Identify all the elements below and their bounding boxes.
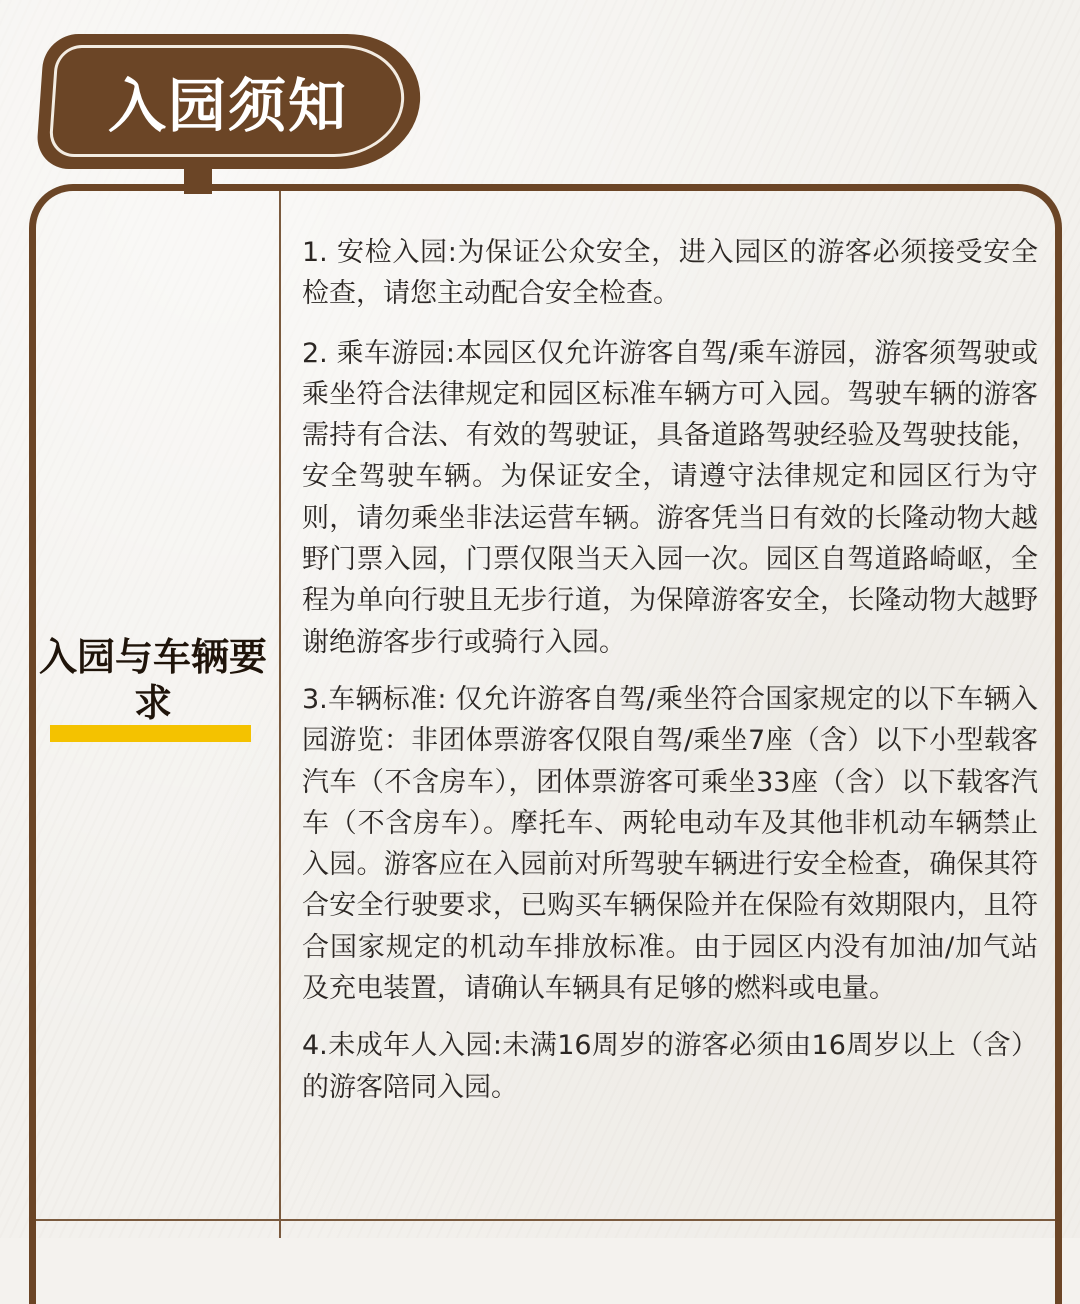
section-label: 入园与车辆要求 xyxy=(38,635,267,725)
label-highlight-bar xyxy=(50,725,251,742)
table-column-divider xyxy=(279,191,281,1238)
rule-item-minors: 4.未成年人入园:未满16周岁的游客必须由16周岁以上（含）的游客陪同入园。 xyxy=(302,1030,1038,1103)
rule-item-security-check: 1. 安检入园:为保证公众安全，进入园区的游客必须接受安全检查，请您主动配合安全检查。 xyxy=(302,237,1038,310)
rule-item-vehicle-touring: 2. 乘车游园:本园区仅允许游客自驾/乘车游园，游客须驾驶或乘坐符合法律规定和园区标准车辆方可入园。驾驶车辆的游客需持有合法、有效的驾驶证，具备道路驾驶经验及驾驶技能，安全驾驶车辆。为保证安全，请遵守法律规定和园区行为守则，请勿乘坐非法运营车辆。游客凭当日有效的长隆动物大越野门票入园，门票仅限当天入园一次。园区自驾道路崎岖，全程为单向行驶且无步行道，为保障游客安全，长隆动物大越野谢绝游客步行或骑行入园。 xyxy=(302,337,1038,658)
rules-content xyxy=(302,232,1038,1123)
rule-item-vehicle-standards: 3.车辆标准: 仅允许游客自驾/乘坐符合国家规定的以下车辆入园游览：非团体票游客仅限自驾/乘坐7座（含）以下小型载客汽车（不含房车），团体票游客可乘坐33座（含）以下载客汽车（不含房车）。摩托车、两轮电动车及其他非机动车辆禁止入园。游客应在入园前对所驾驶车辆进行安全检查，确保其符合安全行驶要求，已购买车辆保险并在保险有效期限内，且符合国家规定的机动车排放标准。由于园区内没有加油/加气站及充电装置，请确认车辆具有足够的燃料或电量。 xyxy=(302,683,1038,1005)
table-row-divider xyxy=(36,1219,1055,1221)
page-title: 入园须知 xyxy=(108,72,349,140)
